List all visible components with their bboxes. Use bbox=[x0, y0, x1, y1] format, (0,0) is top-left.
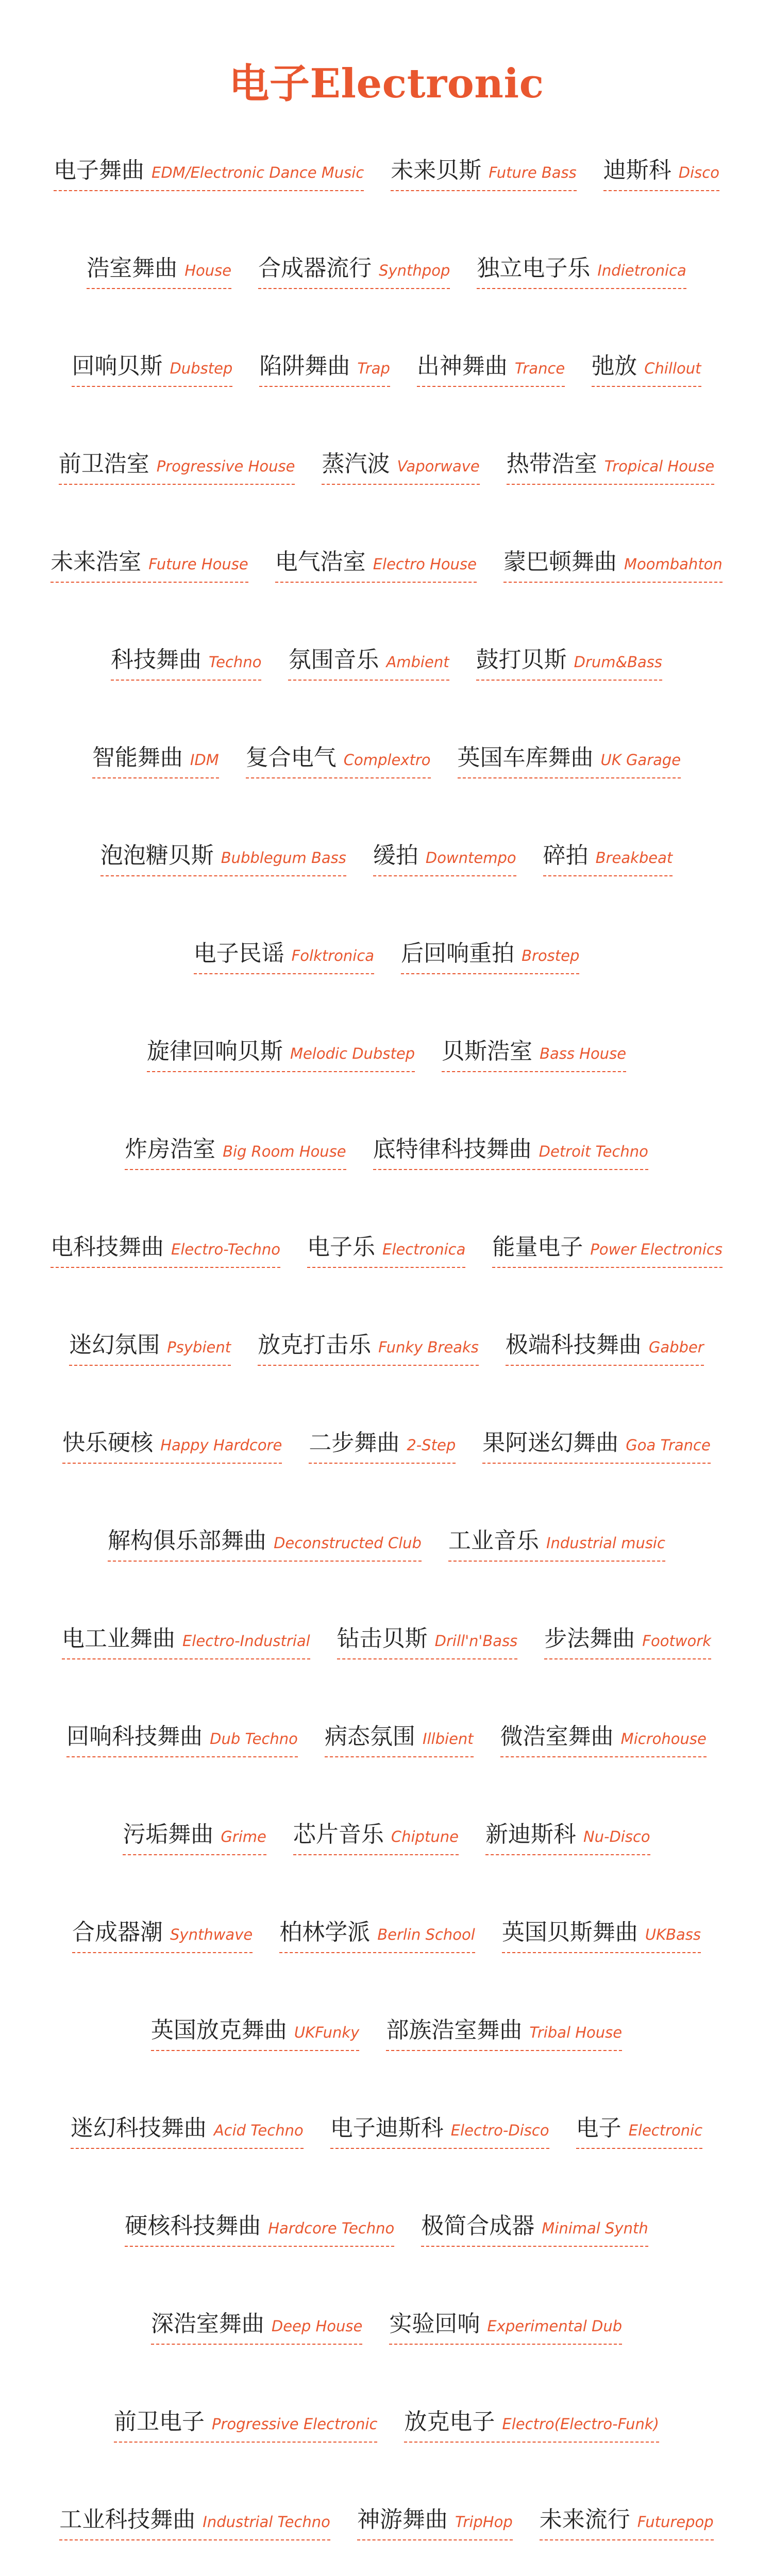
genre-english-name: Industrial music bbox=[546, 1534, 665, 1552]
genre-item bbox=[592, 354, 701, 387]
genre-row bbox=[0, 452, 773, 550]
genre-chinese-name: 解构俱乐部舞曲 bbox=[108, 1528, 267, 1554]
genre-chinese-name: 复合电气 bbox=[245, 744, 337, 771]
genre-chinese-name: 出神舞曲 bbox=[416, 353, 508, 379]
genre-chinese-name: 后回响重拍 bbox=[401, 940, 515, 967]
genre-row bbox=[0, 2116, 773, 2214]
genre-item bbox=[100, 844, 346, 876]
genre-chinese-name: 新迪斯科 bbox=[485, 1821, 576, 1848]
genre-chinese-name: 极端科技舞曲 bbox=[505, 1332, 642, 1358]
genre-row bbox=[0, 1333, 773, 1431]
genre-item bbox=[51, 550, 248, 583]
genre-english-name: Microhouse bbox=[620, 1730, 707, 1748]
genre-chinese-name: 科技舞曲 bbox=[111, 647, 202, 673]
genre-chinese-name: 芯片音乐 bbox=[293, 1821, 384, 1848]
genre-item bbox=[373, 844, 516, 876]
genre-item bbox=[389, 2312, 622, 2345]
genre-english-name: Indietronica bbox=[597, 262, 686, 279]
genre-english-name: UKFunky bbox=[294, 2024, 360, 2041]
genre-english-name: Deep House bbox=[271, 2317, 363, 2335]
genre-english-name: Moombahton bbox=[624, 555, 722, 573]
genre-chinese-name: 部族浩室舞曲 bbox=[386, 2017, 523, 2043]
genre-chinese-name: 快乐硬核 bbox=[62, 1430, 154, 1456]
genre-chinese-name: 步法舞曲 bbox=[544, 1625, 635, 1652]
genre-english-name: Dubstep bbox=[170, 360, 233, 377]
genre-row bbox=[0, 1627, 773, 1725]
genre-row bbox=[0, 844, 773, 942]
genre-item bbox=[72, 354, 232, 387]
genre-english-name: Power Electronics bbox=[590, 1241, 722, 1258]
genre-english-name: Drill'n'Bass bbox=[434, 1632, 518, 1650]
genre-english-name: Tribal House bbox=[529, 2024, 623, 2041]
genre-chinese-name: 果阿迷幻舞曲 bbox=[482, 1430, 619, 1456]
genre-english-name: Trap bbox=[357, 360, 390, 377]
genre-chinese-name: 深浩室舞曲 bbox=[150, 2311, 264, 2337]
genre-chinese-name: 泡泡糖贝斯 bbox=[100, 842, 214, 869]
genre-english-name: Acid Techno bbox=[213, 2122, 304, 2139]
genre-chinese-name: 前卫电子 bbox=[114, 2409, 205, 2435]
genre-chinese-name: 放克打击乐 bbox=[258, 1332, 372, 1358]
genre-item bbox=[151, 2019, 359, 2051]
genre-chinese-name: 浩室舞曲 bbox=[87, 255, 178, 281]
genre-english-name: House bbox=[184, 262, 232, 279]
genre-chinese-name: 英国贝斯舞曲 bbox=[501, 1919, 638, 1945]
genre-chinese-name: 硬核科技舞曲 bbox=[125, 2213, 261, 2239]
genre-english-name: Breakbeat bbox=[595, 849, 673, 867]
genre-row bbox=[0, 1235, 773, 1333]
genre-english-name: Deconstructed Club bbox=[274, 1534, 422, 1552]
genre-english-name: Illbient bbox=[422, 1730, 474, 1748]
genre-chinese-name: 能量电子 bbox=[492, 1234, 583, 1260]
genre-item bbox=[485, 1823, 650, 1855]
genre-english-name: Vaporwave bbox=[397, 457, 480, 475]
genre-item bbox=[288, 648, 449, 681]
genre-item bbox=[330, 2116, 549, 2149]
genre-row bbox=[0, 1725, 773, 1823]
genre-item bbox=[477, 257, 686, 289]
genre-chinese-name: 病态氛围 bbox=[324, 1723, 415, 1750]
genre-chinese-name: 蒙巴顿舞曲 bbox=[503, 549, 617, 575]
genre-item bbox=[72, 1921, 253, 1953]
genre-item bbox=[66, 1725, 298, 1757]
genre-english-name: Chiptune bbox=[391, 1828, 459, 1845]
genre-chinese-name: 未来浩室 bbox=[51, 549, 142, 575]
genre-english-name: Drum&Bass bbox=[574, 653, 662, 671]
genre-english-name: Goa Trance bbox=[626, 1436, 711, 1454]
genre-chinese-name: 合成器流行 bbox=[258, 255, 372, 281]
genre-row bbox=[0, 1529, 773, 1627]
genre-chinese-name: 电子乐 bbox=[307, 1234, 375, 1260]
genre-row bbox=[0, 746, 773, 844]
genre-chinese-name: 贝斯浩室 bbox=[442, 1038, 533, 1064]
genre-item bbox=[111, 648, 261, 681]
genre-item bbox=[62, 1627, 310, 1659]
genre-english-name: UK Garage bbox=[600, 751, 681, 769]
genre-english-name: Funky Breaks bbox=[378, 1338, 479, 1356]
genre-chinese-name: 热带浩室 bbox=[506, 451, 597, 477]
genre-item bbox=[404, 2410, 659, 2443]
genre-english-name: Electro-Techno bbox=[171, 1241, 280, 1258]
genre-chinese-name: 碎拍 bbox=[543, 842, 589, 869]
genre-english-name: Nu-Disco bbox=[583, 1828, 650, 1845]
genre-item bbox=[458, 746, 681, 778]
genre-chinese-name: 旋律回响贝斯 bbox=[146, 1038, 283, 1064]
genre-item bbox=[258, 1333, 479, 1366]
genre-english-name: Psybient bbox=[167, 1338, 231, 1356]
genre-english-name: Grime bbox=[221, 1828, 266, 1845]
genre-chinese-name: 污垢舞曲 bbox=[123, 1821, 214, 1848]
genre-chinese-name: 合成器潮 bbox=[72, 1919, 163, 1945]
genre-row bbox=[0, 648, 773, 746]
genre-english-name: Detroit Techno bbox=[539, 1143, 648, 1160]
genre-item bbox=[54, 159, 364, 191]
genre-item bbox=[500, 1725, 707, 1757]
genre-item bbox=[417, 354, 565, 387]
genre-english-name: Trance bbox=[514, 360, 565, 377]
genre-english-name: Tropical House bbox=[604, 457, 715, 475]
genre-item bbox=[114, 2410, 377, 2443]
genre-chinese-name: 陷阱舞曲 bbox=[259, 353, 350, 379]
genre-chinese-name: 独立电子乐 bbox=[477, 255, 591, 281]
genre-chinese-name: 电子 bbox=[576, 2115, 621, 2141]
genre-chinese-name: 回响贝斯 bbox=[72, 353, 163, 379]
genre-row bbox=[0, 550, 773, 648]
genre-item bbox=[259, 354, 390, 387]
genre-english-name: Berlin School bbox=[377, 1926, 475, 1943]
genre-row bbox=[0, 2508, 773, 2576]
genre-english-name: TripHop bbox=[455, 2513, 513, 2531]
genre-item bbox=[503, 550, 722, 583]
genre-english-name: Hardcore Techno bbox=[268, 2219, 395, 2237]
genre-item bbox=[92, 746, 219, 778]
genre-english-name: 2-Step bbox=[407, 1436, 456, 1454]
genre-chinese-name: 柏林学派 bbox=[279, 1919, 371, 1945]
genre-row bbox=[0, 1431, 773, 1529]
genre-item bbox=[442, 1040, 626, 1072]
genre-item bbox=[279, 1921, 475, 1953]
genre-item bbox=[123, 1823, 266, 1855]
genre-english-name: Future House bbox=[148, 555, 248, 573]
genre-chinese-name: 未来贝斯 bbox=[391, 157, 482, 183]
genre-chinese-name: 放克电子 bbox=[404, 2409, 495, 2435]
genre-english-name: Dub Techno bbox=[210, 1730, 298, 1748]
genre-item bbox=[51, 1235, 280, 1268]
genre-chinese-name: 英国放克舞曲 bbox=[150, 2017, 287, 2043]
genre-english-name: Techno bbox=[209, 653, 262, 671]
genre-chinese-name: 工业科技舞曲 bbox=[59, 2506, 196, 2533]
genre-chinese-name: 氛围音乐 bbox=[288, 647, 379, 673]
genre-english-name: Big Room House bbox=[223, 1143, 346, 1160]
genre-english-name: Minimal Synth bbox=[542, 2219, 648, 2237]
genre-item bbox=[125, 1138, 346, 1170]
genre-item bbox=[576, 2116, 703, 2149]
genre-chinese-name: 工业音乐 bbox=[448, 1528, 539, 1554]
genre-item bbox=[71, 2116, 304, 2149]
genre-english-name: Downtempo bbox=[425, 849, 516, 867]
genre-english-name: Electro House bbox=[373, 555, 477, 573]
genre-item bbox=[87, 257, 231, 289]
genre-item bbox=[337, 1627, 518, 1659]
genre-item bbox=[275, 550, 477, 583]
genre-chinese-name: 炸房浩室 bbox=[125, 1136, 216, 1162]
genre-item bbox=[386, 2019, 622, 2051]
genre-item bbox=[357, 2508, 513, 2540]
genre-english-name: Futurepop bbox=[637, 2513, 714, 2531]
genre-english-name: IDM bbox=[190, 751, 219, 769]
genre-chinese-name: 前卫浩室 bbox=[58, 451, 149, 477]
genre-chinese-name: 迪斯科 bbox=[603, 157, 671, 183]
genre-item bbox=[59, 452, 295, 485]
genre-item bbox=[307, 1235, 465, 1268]
genre-item bbox=[506, 1333, 704, 1366]
genre-english-name: Industrial Techno bbox=[203, 2513, 330, 2531]
genre-english-name: Complextro bbox=[343, 751, 431, 769]
genre-item bbox=[322, 452, 479, 485]
genre-item bbox=[151, 2312, 363, 2345]
genre-item bbox=[492, 1235, 722, 1268]
genre-english-name: Footwork bbox=[642, 1632, 712, 1650]
genre-row bbox=[0, 1138, 773, 1235]
genre-item bbox=[391, 159, 577, 191]
genre-english-name: Brostep bbox=[522, 947, 580, 964]
genre-english-name: Happy Hardcore bbox=[160, 1436, 282, 1454]
genre-english-name: Progressive Electronic bbox=[212, 2415, 378, 2433]
genre-chinese-name: 钻击贝斯 bbox=[337, 1625, 428, 1652]
genre-chinese-name: 鼓打贝斯 bbox=[476, 647, 567, 673]
genre-english-name: Synthpop bbox=[379, 262, 450, 279]
genre-english-name: Future Bass bbox=[489, 164, 577, 181]
genre-english-name: Progressive House bbox=[156, 457, 295, 475]
genre-item bbox=[258, 257, 450, 289]
genre-english-name: Folktronica bbox=[291, 947, 375, 964]
genre-item bbox=[69, 1333, 231, 1366]
genre-chinese-name: 缓拍 bbox=[373, 842, 418, 869]
genre-english-name: EDM/Electronic Dance Music bbox=[152, 164, 364, 181]
genre-chinese-name: 智能舞曲 bbox=[92, 744, 183, 771]
genre-english-name: Bass House bbox=[540, 1045, 627, 1062]
genre-item bbox=[59, 2508, 330, 2540]
genre-item bbox=[108, 1529, 422, 1562]
genre-chinese-name: 电科技舞曲 bbox=[51, 1234, 164, 1260]
genre-english-name: Disco bbox=[678, 164, 719, 181]
genre-row bbox=[0, 2019, 773, 2116]
genre-chinese-name: 电子民谣 bbox=[193, 940, 284, 967]
genre-row bbox=[0, 257, 773, 354]
genre-english-name: Ambient bbox=[386, 653, 449, 671]
genre-chinese-name: 电气浩室 bbox=[275, 549, 366, 575]
genre-row bbox=[0, 159, 773, 257]
genre-chinese-name: 电工业舞曲 bbox=[61, 1625, 175, 1652]
genre-chinese-name: 电子迪斯科 bbox=[330, 2115, 444, 2141]
genre-item bbox=[543, 844, 673, 876]
genre-item bbox=[476, 648, 662, 681]
genre-item bbox=[246, 746, 431, 778]
genre-chinese-name: 弛放 bbox=[592, 353, 637, 379]
genre-chinese-name: 迷幻氛围 bbox=[69, 1332, 160, 1358]
genre-item bbox=[482, 1431, 711, 1464]
genre-english-name: UKBass bbox=[645, 1926, 701, 1943]
genre-item bbox=[448, 1529, 665, 1562]
genre-row bbox=[0, 1823, 773, 1921]
genre-item bbox=[194, 942, 374, 974]
genre-english-name: Electronica bbox=[382, 1241, 466, 1258]
genre-row bbox=[0, 354, 773, 452]
genre-item bbox=[373, 1138, 648, 1170]
genre-item bbox=[540, 2508, 714, 2540]
genre-english-name: Electronic bbox=[628, 2122, 703, 2139]
genre-item bbox=[544, 1627, 711, 1659]
genre-english-name: Electro(Electro-Funk) bbox=[502, 2415, 659, 2433]
genre-row bbox=[0, 2312, 773, 2410]
genre-item bbox=[502, 1921, 701, 1953]
genre-item bbox=[507, 452, 714, 485]
genre-row bbox=[0, 1921, 773, 2019]
genre-item bbox=[293, 1823, 459, 1855]
genre-item bbox=[421, 2214, 648, 2247]
genre-row bbox=[0, 2214, 773, 2312]
page-title: 电子Electronic bbox=[229, 60, 544, 108]
genre-item bbox=[309, 1431, 456, 1464]
genre-list bbox=[0, 159, 773, 2576]
genre-english-name: Gabber bbox=[648, 1338, 704, 1356]
genre-item bbox=[401, 942, 579, 974]
genre-chinese-name: 蒸汽波 bbox=[322, 451, 390, 477]
genre-chinese-name: 英国车库舞曲 bbox=[457, 744, 594, 771]
genre-row bbox=[0, 1040, 773, 1138]
genre-item bbox=[603, 159, 719, 191]
genre-row bbox=[0, 942, 773, 1040]
genre-chinese-name: 未来流行 bbox=[539, 2506, 630, 2533]
genre-english-name: Experimental Dub bbox=[487, 2317, 623, 2335]
genre-chinese-name: 回响科技舞曲 bbox=[66, 1723, 203, 1750]
genre-english-name: Chillout bbox=[644, 360, 701, 377]
genre-chinese-name: 底特律科技舞曲 bbox=[373, 1136, 532, 1162]
genre-chinese-name: 实验回响 bbox=[389, 2311, 480, 2337]
genre-english-name: Bubblegum Bass bbox=[221, 849, 346, 867]
genre-chinese-name: 神游舞曲 bbox=[357, 2506, 448, 2533]
genre-english-name: Synthwave bbox=[170, 1926, 253, 1943]
genre-chinese-name: 迷幻科技舞曲 bbox=[70, 2115, 207, 2141]
genre-row bbox=[0, 2410, 773, 2508]
genre-item bbox=[147, 1040, 415, 1072]
genre-item bbox=[325, 1725, 474, 1757]
genre-chinese-name: 二步舞曲 bbox=[309, 1430, 400, 1456]
genre-english-name: Electro-Industrial bbox=[182, 1632, 310, 1650]
genre-chinese-name: 极简合成器 bbox=[421, 2213, 535, 2239]
genre-chinese-name: 微浩室舞曲 bbox=[500, 1723, 614, 1750]
genre-english-name: Melodic Dubstep bbox=[290, 1045, 415, 1062]
genre-item bbox=[125, 2214, 394, 2247]
genre-item bbox=[62, 1431, 282, 1464]
genre-chinese-name: 电子舞曲 bbox=[54, 157, 145, 183]
genre-english-name: Electro-Disco bbox=[450, 2122, 549, 2139]
